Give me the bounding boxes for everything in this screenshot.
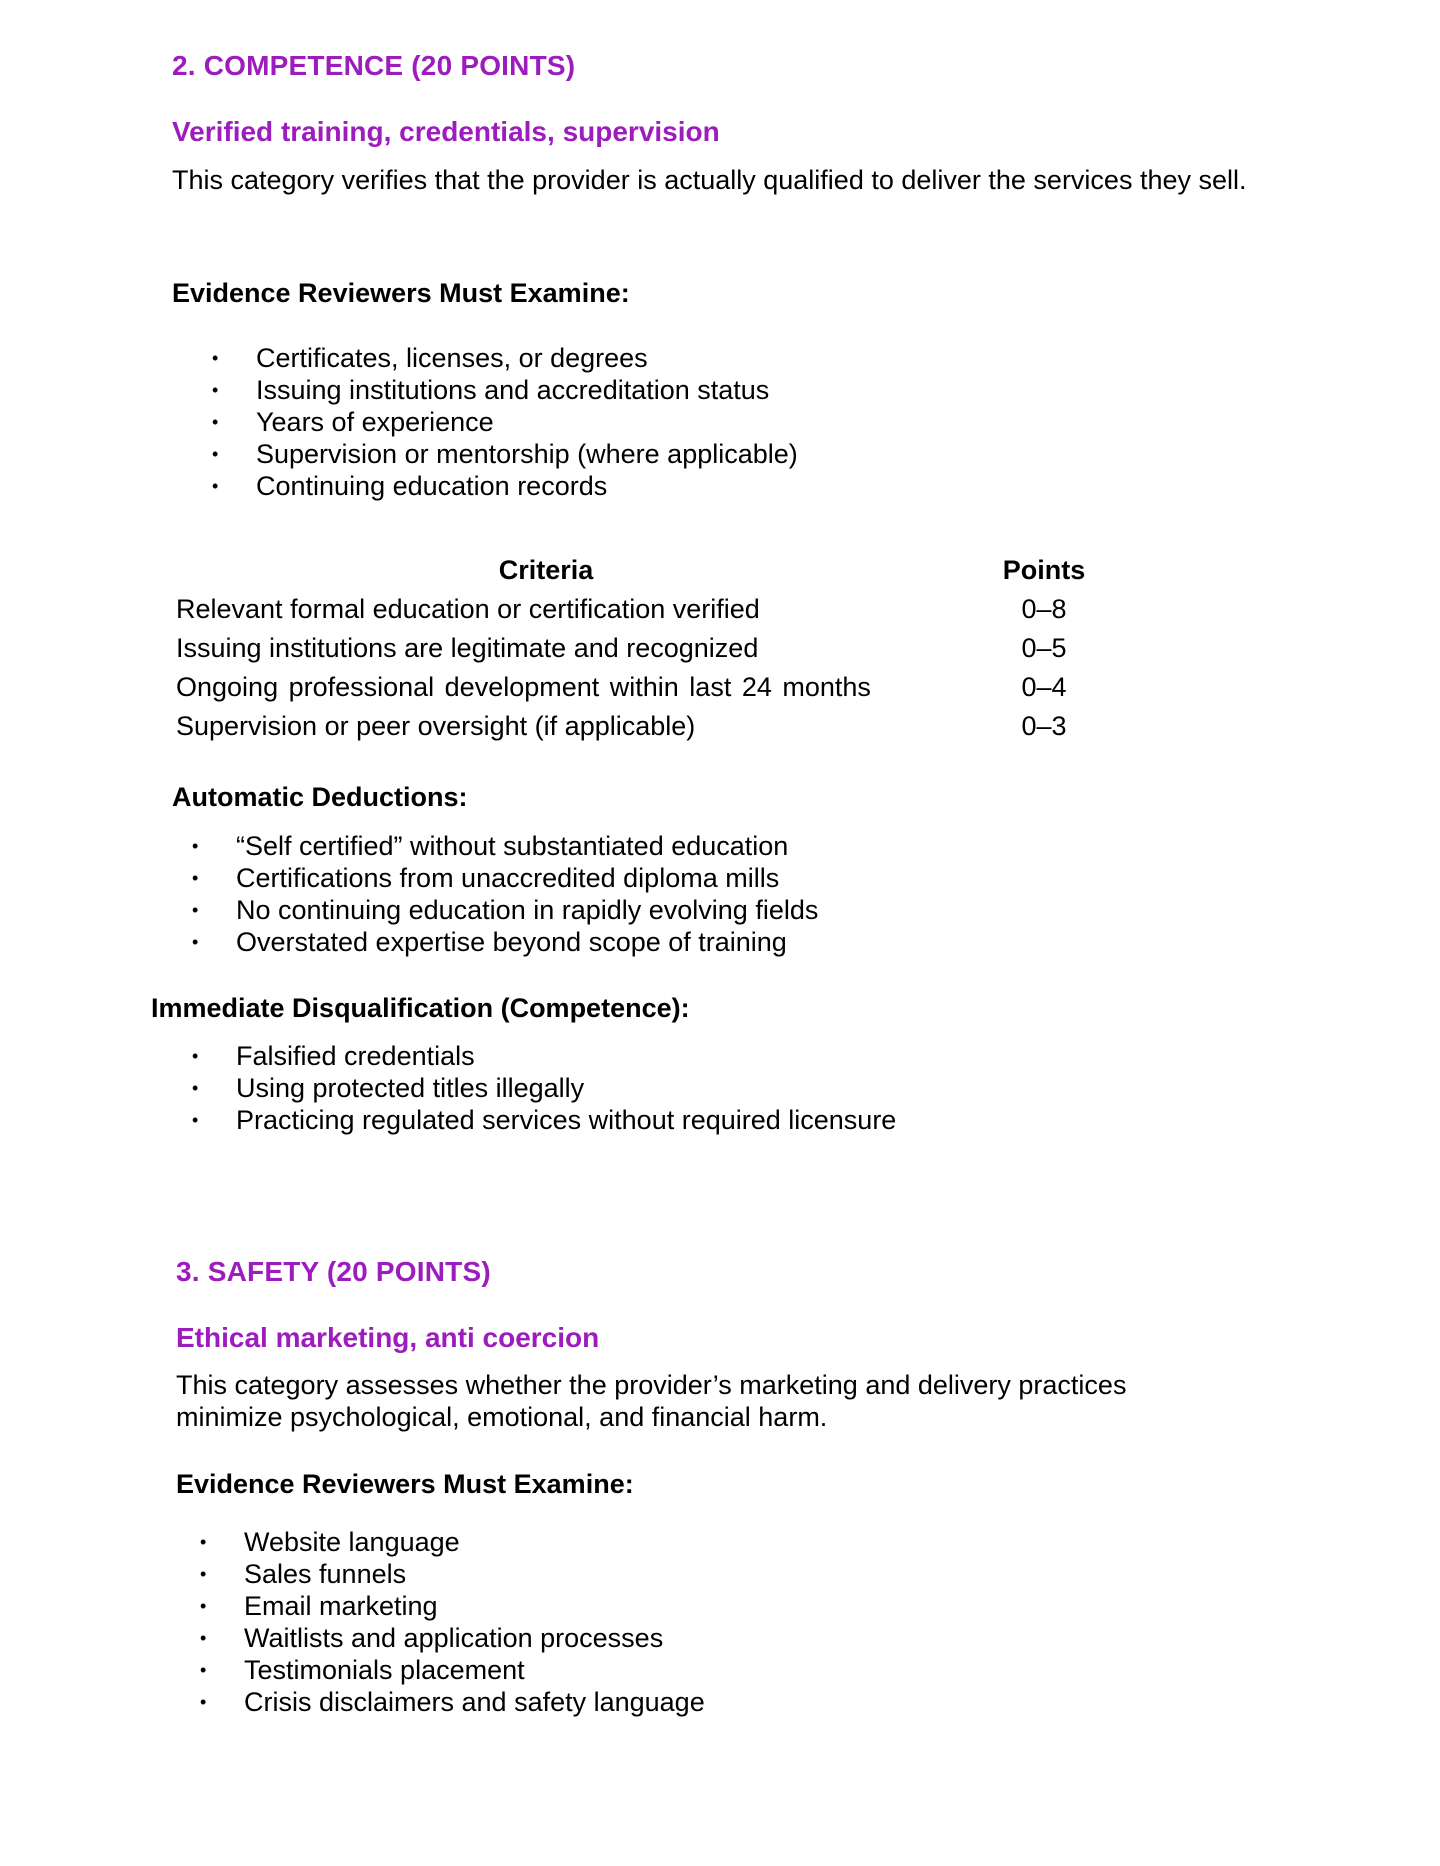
safety-description: This category assesses whether the provider’s marketing and delivery practices minimize psychological, emotional, and financial harm. — [176, 1370, 1127, 1432]
table-row — [176, 707, 1104, 746]
list-item-text: Using protected titles illegally — [236, 1073, 585, 1103]
bullet-icon: • — [200, 1692, 207, 1712]
list-item — [172, 1040, 896, 1072]
list-item-text: Crisis disclaimers and safety language — [244, 1687, 705, 1717]
table-row — [176, 629, 1104, 668]
list-item — [172, 926, 818, 958]
criteria-cell: Ongoing professional development within last 24 months — [176, 672, 871, 702]
safety-heading: 3. SAFETY (20 POINTS) — [176, 1256, 491, 1287]
list-item — [172, 862, 818, 894]
points-cell: 0–3 — [1021, 711, 1067, 741]
criteria-cell: Issuing institutions are legitimate and recognized — [176, 633, 759, 663]
list-item-text: Overstated expertise beyond scope of training — [236, 927, 787, 957]
bullet-icon: • — [192, 900, 199, 920]
competence-description: This category verifies that the provider is actually qualified to deliver the services they sell. — [172, 165, 1247, 195]
list-item — [176, 1686, 705, 1718]
list-item — [176, 1622, 705, 1654]
bullet-icon: • — [192, 836, 199, 856]
table-row — [176, 668, 1104, 707]
bullet-icon: • — [212, 380, 219, 400]
bullet-icon: • — [200, 1532, 207, 1552]
list-item — [172, 438, 798, 470]
criteria-table — [176, 551, 1104, 746]
bullet-icon: • — [212, 476, 219, 496]
bullet-icon: • — [192, 1078, 199, 1098]
bullet-icon: • — [200, 1596, 207, 1616]
list-item — [176, 1654, 705, 1686]
points-cell: 0–5 — [1021, 633, 1067, 663]
list-item — [176, 1526, 705, 1558]
bullet-icon: • — [192, 1046, 199, 1066]
table-header-row — [176, 551, 1104, 590]
list-item — [172, 470, 798, 502]
list-item-text: Continuing education records — [256, 471, 608, 501]
list-item — [172, 374, 798, 406]
list-item-text: No continuing education in rapidly evolving fields — [236, 895, 819, 925]
list-item — [176, 1558, 705, 1590]
criteria-column-header: Criteria — [498, 555, 594, 585]
bullet-icon: • — [200, 1564, 207, 1584]
disqualification-heading: Immediate Disqualification (Competence): — [151, 993, 690, 1023]
bullet-icon: • — [192, 1110, 199, 1130]
list-item-text: Sales funnels — [244, 1559, 407, 1589]
bullet-icon: • — [192, 932, 199, 952]
bullet-icon: • — [200, 1628, 207, 1648]
list-item-text: Falsified credentials — [236, 1041, 475, 1071]
competence-subheading: Verified training, credentials, supervision — [172, 116, 720, 147]
competence-evidence-list — [172, 342, 798, 502]
list-item — [172, 342, 798, 374]
list-item — [172, 406, 798, 438]
list-item — [172, 894, 818, 926]
bullet-icon: • — [212, 444, 219, 464]
safety-evidence-list — [176, 1526, 705, 1718]
list-item-text: Practicing regulated services without required licensure — [236, 1105, 897, 1135]
list-item-text: Supervision or mentorship (where applicable) — [256, 439, 798, 469]
points-cell: 0–8 — [1021, 594, 1067, 624]
list-item-text: Testimonials placement — [244, 1655, 525, 1685]
list-item-text: Email marketing — [244, 1591, 438, 1621]
bullet-icon: • — [212, 412, 219, 432]
list-item — [172, 1104, 896, 1136]
list-item-text: Waitlists and application processes — [244, 1623, 664, 1653]
points-column-header: Points — [1002, 555, 1086, 585]
criteria-cell: Relevant formal education or certification verified — [176, 594, 760, 624]
list-item — [176, 1590, 705, 1622]
bullet-icon: • — [200, 1660, 207, 1680]
list-item-text: Website language — [244, 1527, 460, 1557]
list-item-text: Issuing institutions and accreditation status — [256, 375, 770, 405]
list-item-text: Certificates, licenses, or degrees — [256, 343, 648, 373]
safety-subheading: Ethical marketing, anti coercion — [176, 1322, 600, 1353]
list-item-text: Years of experience — [256, 407, 494, 437]
deductions-list — [172, 830, 818, 958]
bullet-icon: • — [212, 348, 219, 368]
disqualification-list — [172, 1040, 896, 1136]
points-cell: 0–4 — [1021, 672, 1067, 702]
list-item — [172, 1072, 896, 1104]
safety-evidence-heading: Evidence Reviewers Must Examine: — [176, 1469, 634, 1499]
list-item — [172, 830, 818, 862]
deductions-heading: Automatic Deductions: — [172, 782, 468, 812]
list-item-text: “Self certified” without substantiated education — [236, 831, 789, 861]
bullet-icon: • — [192, 868, 199, 888]
list-item-text: Certifications from unaccredited diploma mills — [236, 863, 780, 893]
competence-heading: 2. COMPETENCE (20 POINTS) — [172, 50, 576, 81]
competence-evidence-heading: Evidence Reviewers Must Examine: — [172, 278, 630, 308]
table-row — [176, 590, 1104, 629]
criteria-cell: Supervision or peer oversight (if applicable) — [176, 711, 696, 741]
